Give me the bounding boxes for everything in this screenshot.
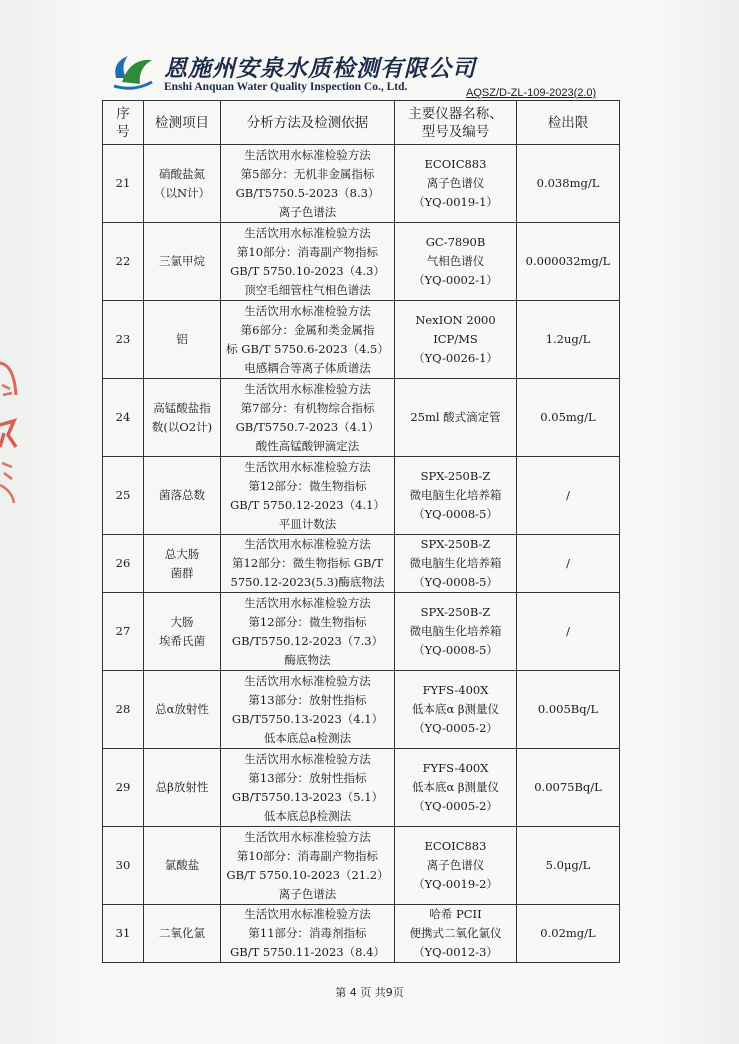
cell-instrument: [395, 535, 517, 593]
cell-instrument-line: SPX-250B-Z: [420, 537, 491, 551]
cell-instrument-line: （YQ-0005-2）: [413, 799, 498, 813]
cell-method: [221, 671, 395, 749]
cell-limit: 1.2ug/L: [517, 301, 620, 379]
header-seq: 序 号: [103, 101, 144, 145]
cell-method-line: GB/T 5750.10-2023（4.3）: [230, 263, 385, 278]
cell-method-line: 第10部分：消毒副产物指标: [236, 244, 379, 259]
cell-method-line: 第13部分：放射性指标: [248, 770, 367, 785]
cell-instrument: [395, 671, 517, 749]
seal-stamp-fragment: [0, 355, 20, 505]
cell-method-line: 第13部分：放射性指标: [248, 692, 367, 707]
cell-method: [221, 301, 395, 379]
cell-item: [144, 671, 221, 749]
cell-instrument-line: 离子色谱仪: [426, 858, 485, 872]
company-name-en: Enshi Anquan Water Quality Inspection Co., Ltd.: [164, 81, 408, 93]
cell-instrument-line: 便携式二氧化氯仪: [409, 926, 502, 940]
cell-item-line: 硝酸盐氮: [159, 166, 205, 181]
table-row: [103, 457, 620, 535]
cell-instrument-line: 微电脑生化培养箱: [409, 556, 502, 570]
cell-method-line: 生活饮用水标准检验方法: [244, 225, 371, 240]
cell-item-line: 埃希氏菌: [159, 633, 205, 648]
cell-instrument-line: 微电脑生化培养箱: [409, 624, 502, 638]
cell-instrument-line: 低本底α β测量仪: [411, 702, 500, 716]
cell-method-line: 生活饮用水标准检验方法: [244, 381, 371, 396]
cell-item: [144, 145, 221, 223]
cell-instrument: [395, 223, 517, 301]
cell-instrument: [395, 301, 517, 379]
table-row: [103, 593, 620, 671]
cell-method-line: 生活饮用水标准检验方法: [244, 907, 371, 921]
cell-item-line: 菌落总数: [159, 488, 205, 502]
cell-item-line: 高锰酸盐指: [153, 400, 211, 415]
cell-instrument-line: ECOIC883: [424, 157, 487, 171]
cell-method-line: 酸性高锰酸钾滴定法: [255, 438, 360, 453]
cell-method-line: 生活饮用水标准检验方法: [244, 751, 371, 766]
cell-limit: 0.0075Bq/L: [517, 749, 620, 827]
cell-seq: 23: [103, 301, 144, 379]
cell-method-line: GB/T5750.13-2023（5.1）: [231, 789, 384, 804]
cell-method-line: 平皿计数法: [278, 516, 337, 531]
cell-method-line: 酶底物法: [284, 652, 331, 667]
table-row: [103, 749, 620, 827]
cell-instrument-line: （YQ-0008-5）: [413, 507, 498, 521]
table-row: [103, 145, 620, 223]
table-row: [103, 223, 620, 301]
cell-method-line: 生活饮用水标准检验方法: [244, 537, 371, 551]
cell-method-line: GB/T 5750.12-2023（4.1）: [230, 497, 385, 512]
cell-limit: 0.005Bq/L: [517, 671, 620, 749]
cell-limit: 0.038mg/L: [517, 145, 620, 223]
cell-method-line: 电感耦合等离子体质谱法: [244, 360, 371, 375]
cell-instrument-line: GC-7890B: [425, 235, 486, 249]
table-row: [103, 671, 620, 749]
cell-method-line: 生活饮用水标准检验方法: [244, 673, 371, 688]
cell-instrument-line: （YQ-0002-1）: [413, 273, 498, 287]
cell-instrument-line: （YQ-0026-1）: [413, 351, 498, 365]
company-name-cn: 恩施州安泉水质检测有限公司: [164, 55, 476, 82]
cell-method-line: GB/T 5750.10-2023（21.2）: [226, 867, 389, 882]
cell-item: [144, 749, 221, 827]
cell-method-line: 第6部分：金属和类金属指: [240, 322, 375, 337]
cell-instrument-line: 哈希 PCII: [429, 907, 482, 921]
cell-method-line: 第10部分：消毒副产物指标: [236, 848, 379, 863]
cell-instrument-line: （YQ-0008-5）: [413, 643, 498, 657]
cell-limit: /: [517, 593, 620, 671]
cell-item: [144, 379, 221, 457]
cell-item: [144, 905, 221, 963]
cell-method: [221, 457, 395, 535]
cell-method-line: 离子色谱法: [278, 204, 337, 219]
cell-item-line: 菌群: [170, 565, 194, 580]
cell-method: [221, 905, 395, 963]
cell-item: [144, 535, 221, 593]
cell-method-line: 第12部分：微生物指标: [248, 614, 367, 629]
cell-item: [144, 457, 221, 535]
cell-method-line: 第5部分：无机非金属指标: [240, 166, 375, 181]
cell-instrument: [395, 145, 517, 223]
cell-item-line: 总大肠: [164, 546, 200, 561]
cell-method: [221, 535, 395, 593]
cell-item-line: 铝: [176, 332, 188, 346]
cell-method: [221, 223, 395, 301]
cell-method-line: 生活饮用水标准检验方法: [244, 303, 371, 318]
document-code: AQSZ/D-ZL-109-2023(2.0): [466, 87, 597, 99]
cell-seq: 21: [103, 145, 144, 223]
cell-limit: 5.0μg/L: [517, 827, 620, 905]
cell-limit: 0.000032mg/L: [517, 223, 620, 301]
cell-method-line: 第12部分：微生物指标: [248, 478, 367, 493]
cell-method-line: GB/T5750.13-2023（4.1）: [231, 711, 384, 726]
cell-instrument-line: NexION 2000: [415, 313, 496, 327]
cell-instrument: [395, 457, 517, 535]
header-method: 分析方法及检测依据: [221, 101, 395, 145]
company-logo-icon: [110, 52, 156, 92]
table-row: [103, 379, 620, 457]
cell-method: [221, 827, 395, 905]
cell-method-line: 离子色谱法: [278, 886, 337, 901]
cell-method-line: 生活饮用水标准检验方法: [244, 829, 371, 844]
cell-item: [144, 223, 221, 301]
cell-instrument-line: SPX-250B-Z: [420, 605, 491, 619]
cell-instrument: [395, 379, 517, 457]
cell-method: [221, 593, 395, 671]
cell-method-line: 第12部分：微生物指标 GB/T: [232, 556, 383, 570]
cell-item-line: （以N计）: [153, 185, 211, 200]
cell-limit: 0.02mg/L: [517, 905, 620, 963]
cell-instrument-line: ICP/MS: [433, 332, 478, 346]
cell-instrument-line: 低本底α β测量仪: [411, 780, 500, 794]
cell-method-line: 低本底总a检测法: [263, 730, 352, 745]
cell-method-line: 生活饮用水标准检验方法: [244, 147, 371, 162]
cell-limit: /: [517, 457, 620, 535]
cell-method-line: 第11部分：消毒剂指标: [248, 926, 367, 940]
cell-instrument-line: 气相色谱仪: [426, 254, 485, 268]
cell-seq: 27: [103, 593, 144, 671]
cell-item: [144, 593, 221, 671]
cell-item-line: 总α放射性: [155, 702, 209, 716]
cell-instrument-line: FYFS-400X: [422, 683, 489, 697]
cell-seq: 26: [103, 535, 144, 593]
cell-seq: 28: [103, 671, 144, 749]
cell-method-line: 生活饮用水标准检验方法: [244, 595, 371, 610]
cell-seq: 22: [103, 223, 144, 301]
cell-seq: 31: [103, 905, 144, 963]
cell-method-line: 顶空毛细管柱气相色谱法: [244, 282, 371, 297]
inspection-method-table: [102, 100, 620, 963]
table-row: [103, 301, 620, 379]
cell-seq: 25: [103, 457, 144, 535]
cell-method-line: 5750.12-2023(5.3)酶底物法: [230, 575, 385, 589]
cell-item-line: 大肠: [170, 614, 194, 629]
cell-method-line: 标 GB/T 5750.6-2023（4.5）: [226, 341, 389, 356]
cell-instrument: [395, 827, 517, 905]
cell-method: [221, 749, 395, 827]
cell-item-line: 总β放射性: [155, 780, 209, 794]
cell-limit: 0.05mg/L: [517, 379, 620, 457]
cell-instrument-line: （YQ-0005-2）: [413, 721, 498, 735]
cell-method-line: 生活饮用水标准检验方法: [244, 459, 371, 474]
cell-method-line: 低本底总β检测法: [263, 808, 352, 823]
cell-item-line: 氯酸盐: [164, 858, 200, 872]
table-row: [103, 827, 620, 905]
cell-method: [221, 379, 395, 457]
cell-instrument-line: （YQ-0019-1）: [413, 195, 498, 209]
cell-instrument-line: 离子色谱仪: [426, 176, 485, 190]
cell-limit: /: [517, 535, 620, 593]
cell-instrument-line: 25ml 酸式滴定管: [410, 410, 501, 424]
cell-instrument-line: SPX-250B-Z: [420, 469, 491, 483]
header-limit: 检出限: [517, 101, 620, 145]
cell-seq: 24: [103, 379, 144, 457]
cell-instrument-line: （YQ-0012-3）: [413, 945, 498, 959]
cell-method-line: GB/T5750.7-2023（4.1）: [235, 419, 380, 434]
cell-instrument-line: 微电脑生化培养箱: [409, 488, 502, 502]
page-number: 第 4 页 共9页: [335, 986, 404, 999]
cell-item: [144, 827, 221, 905]
cell-method: [221, 145, 395, 223]
cell-method-line: 第7部分：有机物综合指标: [240, 400, 375, 415]
cell-instrument: [395, 905, 517, 963]
cell-instrument-line: （YQ-0008-5）: [413, 575, 498, 589]
cell-item-line: 三氯甲烷: [159, 254, 205, 268]
cell-item: [144, 301, 221, 379]
cell-method-line: GB/T5750.12-2023（7.3）: [231, 633, 384, 648]
table-header-row: [103, 101, 620, 145]
header-item: 检测项目: [144, 101, 221, 145]
cell-instrument: [395, 593, 517, 671]
table-row: [103, 535, 620, 593]
cell-seq: 30: [103, 827, 144, 905]
cell-instrument-line: ECOIC883: [424, 839, 487, 853]
cell-instrument: [395, 749, 517, 827]
header-instrument: 主要仪器名称、 型号及编号: [395, 101, 517, 145]
cell-method-line: GB/T 5750.11-2023（8.4）: [230, 945, 385, 959]
cell-method-line: GB/T5750.5-2023（8.3）: [235, 185, 380, 200]
cell-instrument-line: FYFS-400X: [422, 761, 489, 775]
cell-item-line: 数(以O2计): [151, 419, 213, 434]
cell-instrument-line: （YQ-0019-2）: [413, 877, 498, 891]
cell-seq: 29: [103, 749, 144, 827]
cell-item-line: 二氧化氯: [159, 926, 205, 940]
table-row: [103, 905, 620, 963]
